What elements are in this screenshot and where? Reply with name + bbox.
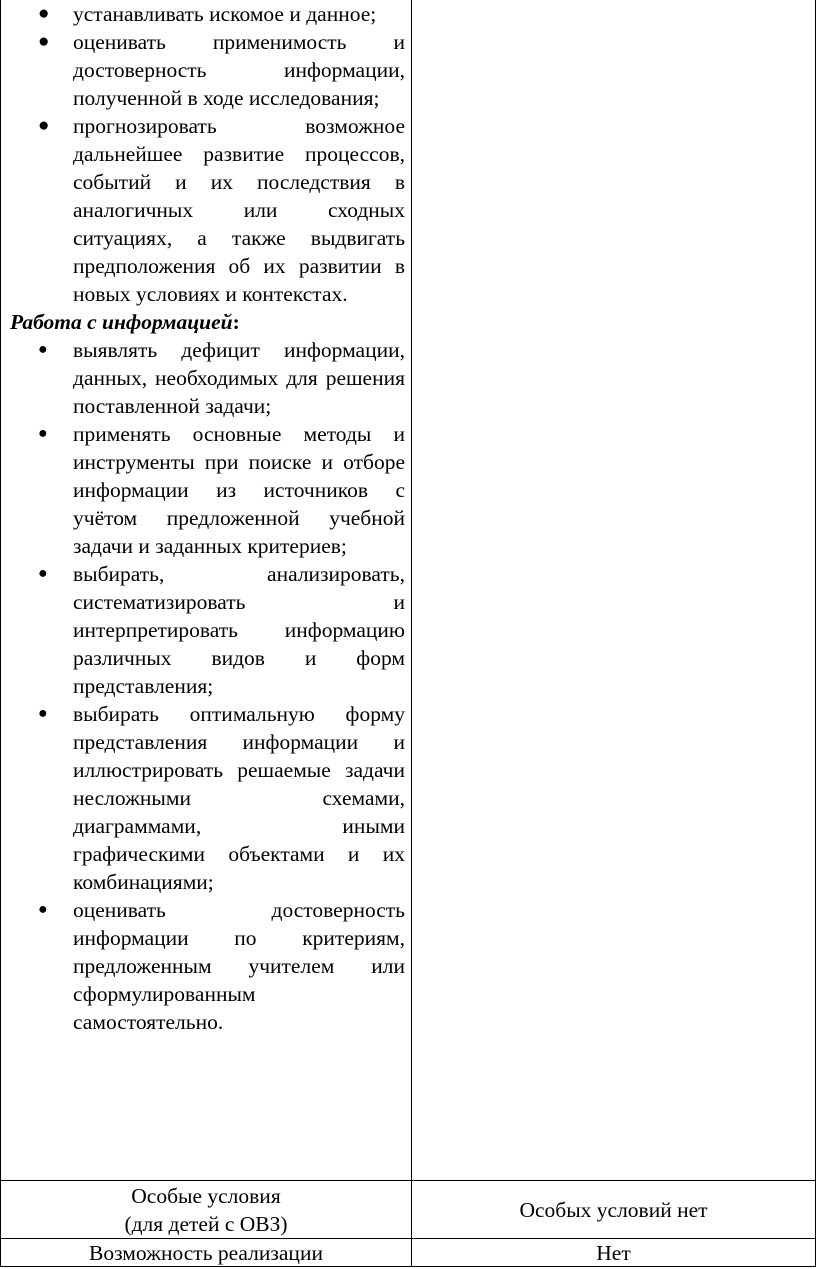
skills-cell [8,0,405,1036]
list-item: ● устанавливать искомое и данное; [38,2,377,26]
bullet-list-information [8,336,405,1036]
bullet-icon: ● [38,705,48,722]
implementation-value: Нет [596,1241,631,1265]
special-conditions-value: Особых условий нет [519,1198,708,1222]
section-heading: Работа с информацией: [10,310,240,334]
list-item: ● применять основные методы и инструменты при поиске и отборе информации из источников с учётом предложенной учебной задачи и заданных критериев; [38,422,405,558]
bullet-icon: ● [38,565,48,582]
list-item: ● выявлять дефицит информации, данных, необходимых для решения поставленной задачи; [38,338,405,418]
bullet-icon: ● [38,901,48,918]
list-item: ● прогнозировать возможное дальнейшее развитие процессов, событий и их последствия в аналогичных или сходных ситуациях, а также выдвигать предположения об их развитии в новых условиях и контекстах. [38,114,405,306]
table-column-divider [411,0,412,1267]
bullet-list-research [8,0,405,308]
table-left-border [0,0,1,1267]
list-item: ● выбирать оптимальную форму представления информации и иллюстрировать решаемые задачи несложными схемами, диаграммами, иными графическими объектами и их комбинациями; [38,702,405,894]
special-conditions-label-line1: Особые условия [131,1184,281,1208]
bullet-icon: ● [38,3,50,24]
bullet-icon: ● [38,425,48,442]
special-conditions-label [1,1182,411,1238]
bullet-icon: ● [38,31,50,52]
row-divider-1 [0,1180,816,1181]
bullet-icon: ● [38,115,50,136]
special-conditions-label-line2: (для детей с ОВЗ) [124,1212,288,1236]
list-item: ● выбирать, анализировать, систематизировать и интерпретировать информацию различных видов и форм представления; [38,562,405,698]
implementation-label: Возможность реализации [89,1241,323,1265]
list-item: ● оценивать достоверность информации по критериям, предложенным учителем или сформулированным самостоятельно. [38,898,405,1034]
bullet-icon: ● [38,341,48,358]
list-item: ● оценивать применимость и достоверность информации, полученной в ходе исследования; [38,30,405,110]
